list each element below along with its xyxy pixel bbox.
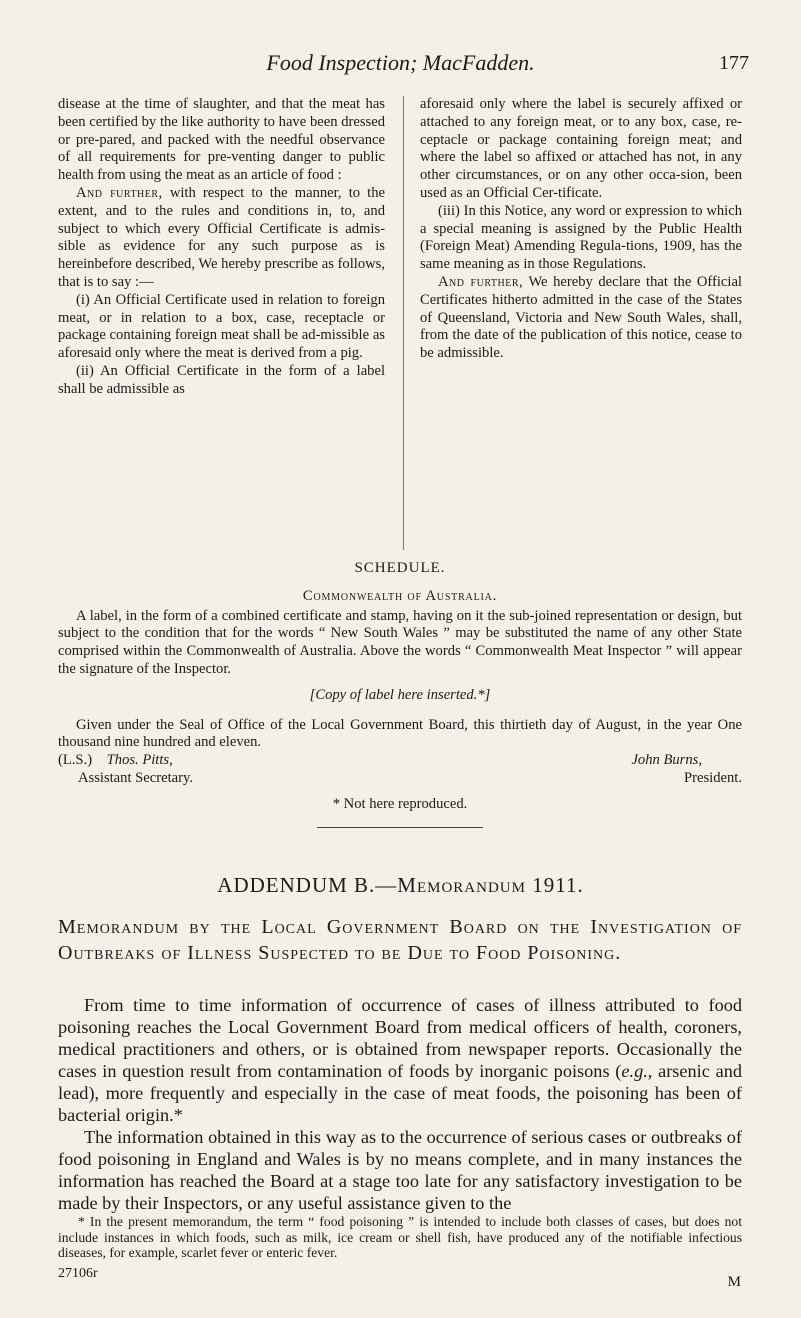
signer2-name: John Burns, xyxy=(631,752,702,769)
seal-mark: (L.S.) xyxy=(58,752,93,769)
right-paragraph-2: (iii) In this Notice, any word or expression to which a special meaning is assigned by the Public Health (Foreign Meat) Amending Regula-tions, 1909, has the same meaning as in those Regulations. xyxy=(420,202,742,273)
memo-p1-eg: e.g. xyxy=(621,1061,648,1081)
signer2-title: President. xyxy=(684,769,742,786)
schedule-body: A label, in the form of a combined certificate and stamp, having on it the sub-joined representation or design, but subject to the condition that for the words “ New South Wales ” may be substituted the name of any other State comprised within the Commonwealth of Australia. Above the words “ Commonwealth Meat Inspector ” will appear the signature of the Inspector. xyxy=(58,607,742,677)
running-title: Food Inspection; MacFadden. xyxy=(266,50,535,75)
memorandum-body xyxy=(58,994,742,1214)
left-paragraph-2 xyxy=(58,185,385,292)
memo-p1-a: From time to time information of occurrence of cases of illness attributed to food poisoning reaches the Local Government Board from medical officers of health, coroners, medical practitioners and others, or is obtained from newspaper reports. Occasionally the cases in question result from contamination of foods by inorganic poisons ( xyxy=(58,995,742,1081)
memo-p1-b: , arsenic and lead), more frequently and especially in the case of meat foods, the poisoning has been of bacterial origin.* xyxy=(58,1061,743,1125)
signer1-title: Assistant Secretary. xyxy=(78,769,193,786)
column-divider xyxy=(403,96,404,550)
schedule-subtitle: Commonwealth of Australia. xyxy=(302,587,498,604)
running-head xyxy=(0,50,801,80)
page-number: 177 xyxy=(719,52,749,74)
section-rule xyxy=(317,827,483,828)
left-paragraph-4: (ii) An Official Certificate in the form of a label shall be admissible as xyxy=(58,362,385,397)
copy-label-note: [Copy of label here inserted.*] xyxy=(309,686,491,703)
right-paragraph-1: aforesaid only where the label is securely affixed or attached to any foreign meat, or to any box, case, re-ceptacle or package containing foreign meat; and where the label so affixed or attached has not, in any other circumstances, or on any other occa-sion, been used as an Official Cer-tificate. xyxy=(420,96,742,201)
footnote: * In the present memorandum, the term “ food poisoning ” is intended to include both classes of cases, but does not include instances in which foods, such as milk, ice cream or shell fish, have produced any of the notifiable infectious diseases, for example, scarlet fever or enteric fever. xyxy=(58,1214,742,1260)
left-paragraph-1: disease at the time of slaughter, and that the meat has been certified by the like authority to have been dressed or pre-pared, and packed with the needful observance of all requirements for pre-venting danger to public health from using the meat as an article of food : xyxy=(58,96,385,184)
signature-mark: M xyxy=(727,1274,741,1290)
left-paragraph-2-text: with respect to the manner, to the extent, and to the rules and conditions in, to, and subject to which every Official Certificate is admis-sible as evidence for any such purpose as is hereinbefore described, We hereby prescribe as follows, that is to say :— xyxy=(58,184,385,290)
and-further-lead-2: And further, xyxy=(438,273,524,290)
signature-row xyxy=(58,752,742,770)
print-code: 27106r xyxy=(58,1266,98,1281)
memorandum-heading: Memorandum by the Local Government Board on the Investigation of Outbreaks of Illness Suspected to be Due to Food Poisoning. xyxy=(58,916,742,964)
signer1-name: Thos. Pitts, xyxy=(106,752,173,769)
right-paragraph-3-text: We hereby declare that the Official Certificates hitherto admitted in the case of the States of Queensland, Victoria and New South Wales, shall, from the date of the publication of this notice, cease to be admissible. xyxy=(420,273,742,362)
signature-title-row xyxy=(58,770,742,788)
right-column xyxy=(420,96,742,363)
left-paragraph-3: (i) An Official Certificate used in relation to foreign meat, or in relation to a box, case, receptacle or package containing foreign meat shall be ad-missible as aforesaid only where the meat is derived from a pig. xyxy=(58,291,385,362)
memo-paragraph-2: The information obtained in this way as to the occurrence of serious cases or outbreaks of food poisoning in England and Wales is by no means complete, and in many instances the information has reached the Board at a stage too late for any satisfactory investigation to be made by their Inspectors, or any useful assistance given to the xyxy=(58,1127,742,1213)
signer-left xyxy=(58,752,173,770)
schedule-section xyxy=(58,560,742,814)
right-paragraph-3 xyxy=(420,274,742,363)
addendum-title-b: Memorandum 1911. xyxy=(397,873,584,897)
memo-paragraph-1 xyxy=(58,994,742,1126)
addendum-title-a: ADDENDUM B.— xyxy=(217,873,398,897)
left-column xyxy=(58,96,385,399)
not-reproduced-note: * Not here reproduced. xyxy=(332,795,468,812)
schedule-title: SCHEDULE. xyxy=(354,560,446,576)
addendum-title xyxy=(0,873,801,898)
and-further-lead: And further, xyxy=(76,184,163,201)
given-under-seal: Given under the Seal of Office of the Local Government Board, this thirtieth day of August, in the year One thousand nine hundred and eleven. xyxy=(58,716,742,751)
